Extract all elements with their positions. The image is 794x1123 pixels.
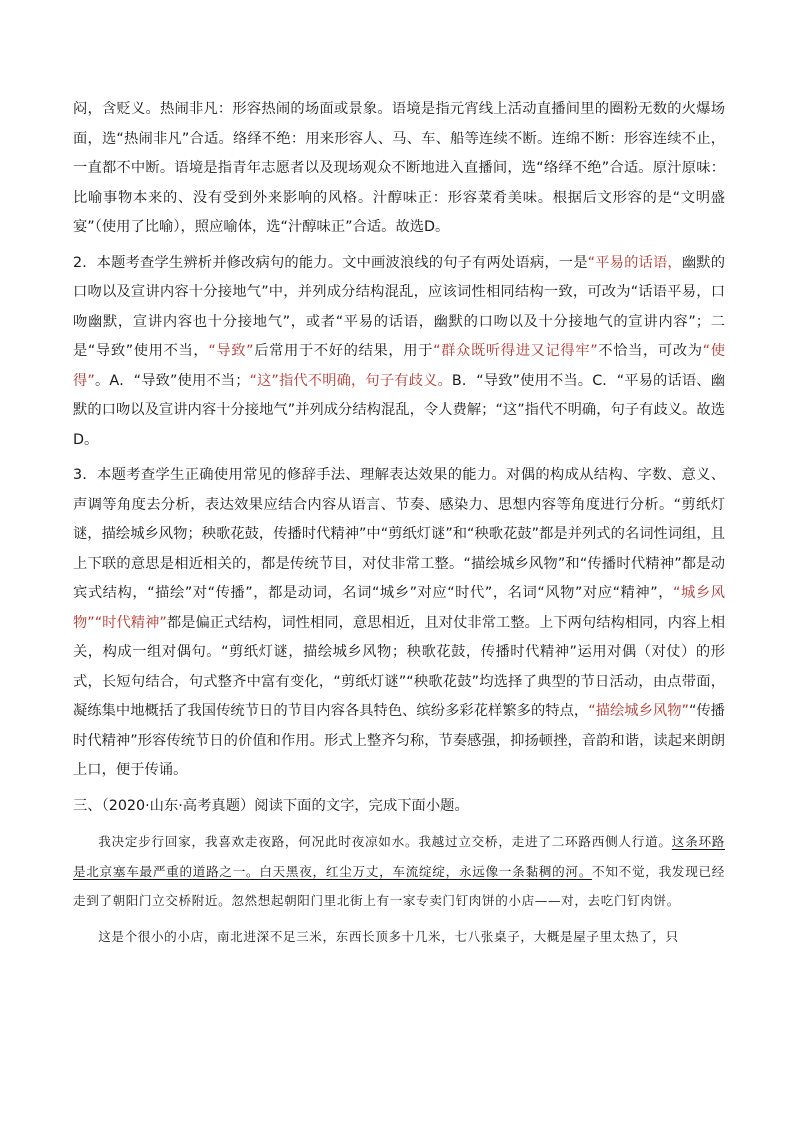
- highlighted-text: “城乡风物”“时代精神”: [73, 585, 725, 631]
- passage-paragraph-2: 这是个很小的小店，南北进深不足三米，东西长顶多十几米，七八张桌子，大概是屋子里太热了，只: [98, 928, 679, 944]
- answer-paragraph-1: [73, 95, 725, 243]
- passage-text: 不知不觉，我发现已经走到了朝阳门立交桥附近。忽然想起朝阳门里北街上有一家专卖门钉肉饼的小店——对，去吃门钉肉饼。: [73, 863, 726, 908]
- passage-paragraph-1: [73, 827, 725, 916]
- highlighted-text: “导致”: [208, 343, 254, 359]
- answer-text: 幽默的口吻以及宣讲内容十分接地气”中，并列成分结构混乱，应该词性相同结构一致，可改为“话语平易，口吻幽默，宣讲内容也十分接地气”，或者“平易的话语，幽默的口吻以及十分接地气的宣讲内容”；二是“导致”使用不当，: [73, 254, 726, 359]
- answer-text: “传播时代精神”形容传统节日的价值和作用。形式上整齐匀称，节奏感强，抑扬顿挫，音韵和谐，读起来朗朗上口，便于传诵。: [73, 703, 725, 778]
- section-heading: 三、（2020·山东·高考真题）阅读下面的文字，完成下面小题。: [73, 797, 469, 814]
- answer-text: 不恰当，可改为: [597, 343, 703, 359]
- answer-paragraph-2: [73, 249, 725, 456]
- highlighted-text: “这”指代不明确，句子有歧义。: [249, 372, 452, 389]
- highlighted-text: “描绘城乡风物”: [588, 703, 689, 719]
- answer-text: 3．本题考查学生正确使用常见的修辞手法、理解表达效果的能力。对偶的构成从结构、字数、意义、声调等角度去分析，表达效果应结合内容从语言、节奏、感染力、思想内容等角度进行分析。“剪纸灯谜，描绘城乡风物；秧歌花鼓，传播时代精神”中“剪纸灯谜”和“秧歌花鼓”都是并列式的名词性词组，且上下联的意思是相近相关的，都是传统节目，对仗非常工整。“描绘城乡风物”和“传播时代精神”都是动宾式结构，“描绘”对“传播”，都是动词，名词“城乡”对应“时代”，名词“风物”对应“精神”，: [73, 467, 725, 601]
- answer-text: 都是偏正式结构，词性相同，意思相近，且对仗非常工整。上下两句结构相同，内容上相关，构成一组对偶句。“剪纸灯谜，描绘城乡风物；秧歌花鼓，传播时代精神”运用对偶（对仗）的形式，长短句结合，句式整齐中富有变化，“剪纸灯谜”“秧歌花鼓”均选择了典型的节日活动，由点带面，凝练集中地概括了我国传统节日的节目内容各具特色、缤纷多彩花样繁多的特点，: [73, 614, 725, 719]
- answer-paragraph-3: [73, 461, 725, 786]
- passage-text: 我决定步行回家，我喜欢走夜路，何况此时夜凉如水。我越过立交桥，走进了二环路西侧人行道。: [98, 834, 672, 849]
- answer-text: 后常用于不好的结果，用于: [253, 343, 434, 359]
- answer-text: 2．本题考查学生辨析并修改病句的能力。文中画波浪线的句子有两处语病，一是: [73, 254, 588, 271]
- passage-underlined-text: 这条环路是北京塞车最严重的道路之一。白天黑夜，红尘万丈，车流绽绽，永远像一条黏稠的河。: [73, 834, 725, 879]
- answer-text: 。A．“导致”使用不当；: [94, 372, 250, 389]
- highlighted-text: “平易的话语，: [587, 254, 682, 271]
- highlighted-text: “群众既听得进又记得牢”: [433, 343, 598, 359]
- answer-text: 闷，含贬义。热闹非凡：形容热闹的场面或景象。语境是指元宵线上活动直播间里的圈粉无数的火爆场面，选“热闹非凡”合适。络绎不绝：用来形容人、马、车、船等连续不断。连绵不断：形容连续不止，一直都不中断。语境是指青年志愿者以及现场观众不断地进入直播间，选“络绎不绝”合适。原汁原味：比喻事物本来的、没有受到外来影响的风格。汁醇味正：形容菜肴美味。根据后文形容的是“文明盛宴”（使用了比喻），照应喻体，选“汁醇味正”合适。故选D。: [73, 101, 725, 235]
- document-page: [73, 95, 725, 951]
- answer-text: B．“导致”使用不当。C．“平易的话语、幽默的口吻以及宣讲内容十分接地气”并列成分结构混乱，令人费解；“这”指代不明确，句子有歧义。故选D。: [73, 372, 726, 448]
- highlighted-text: “使得”: [73, 343, 725, 389]
